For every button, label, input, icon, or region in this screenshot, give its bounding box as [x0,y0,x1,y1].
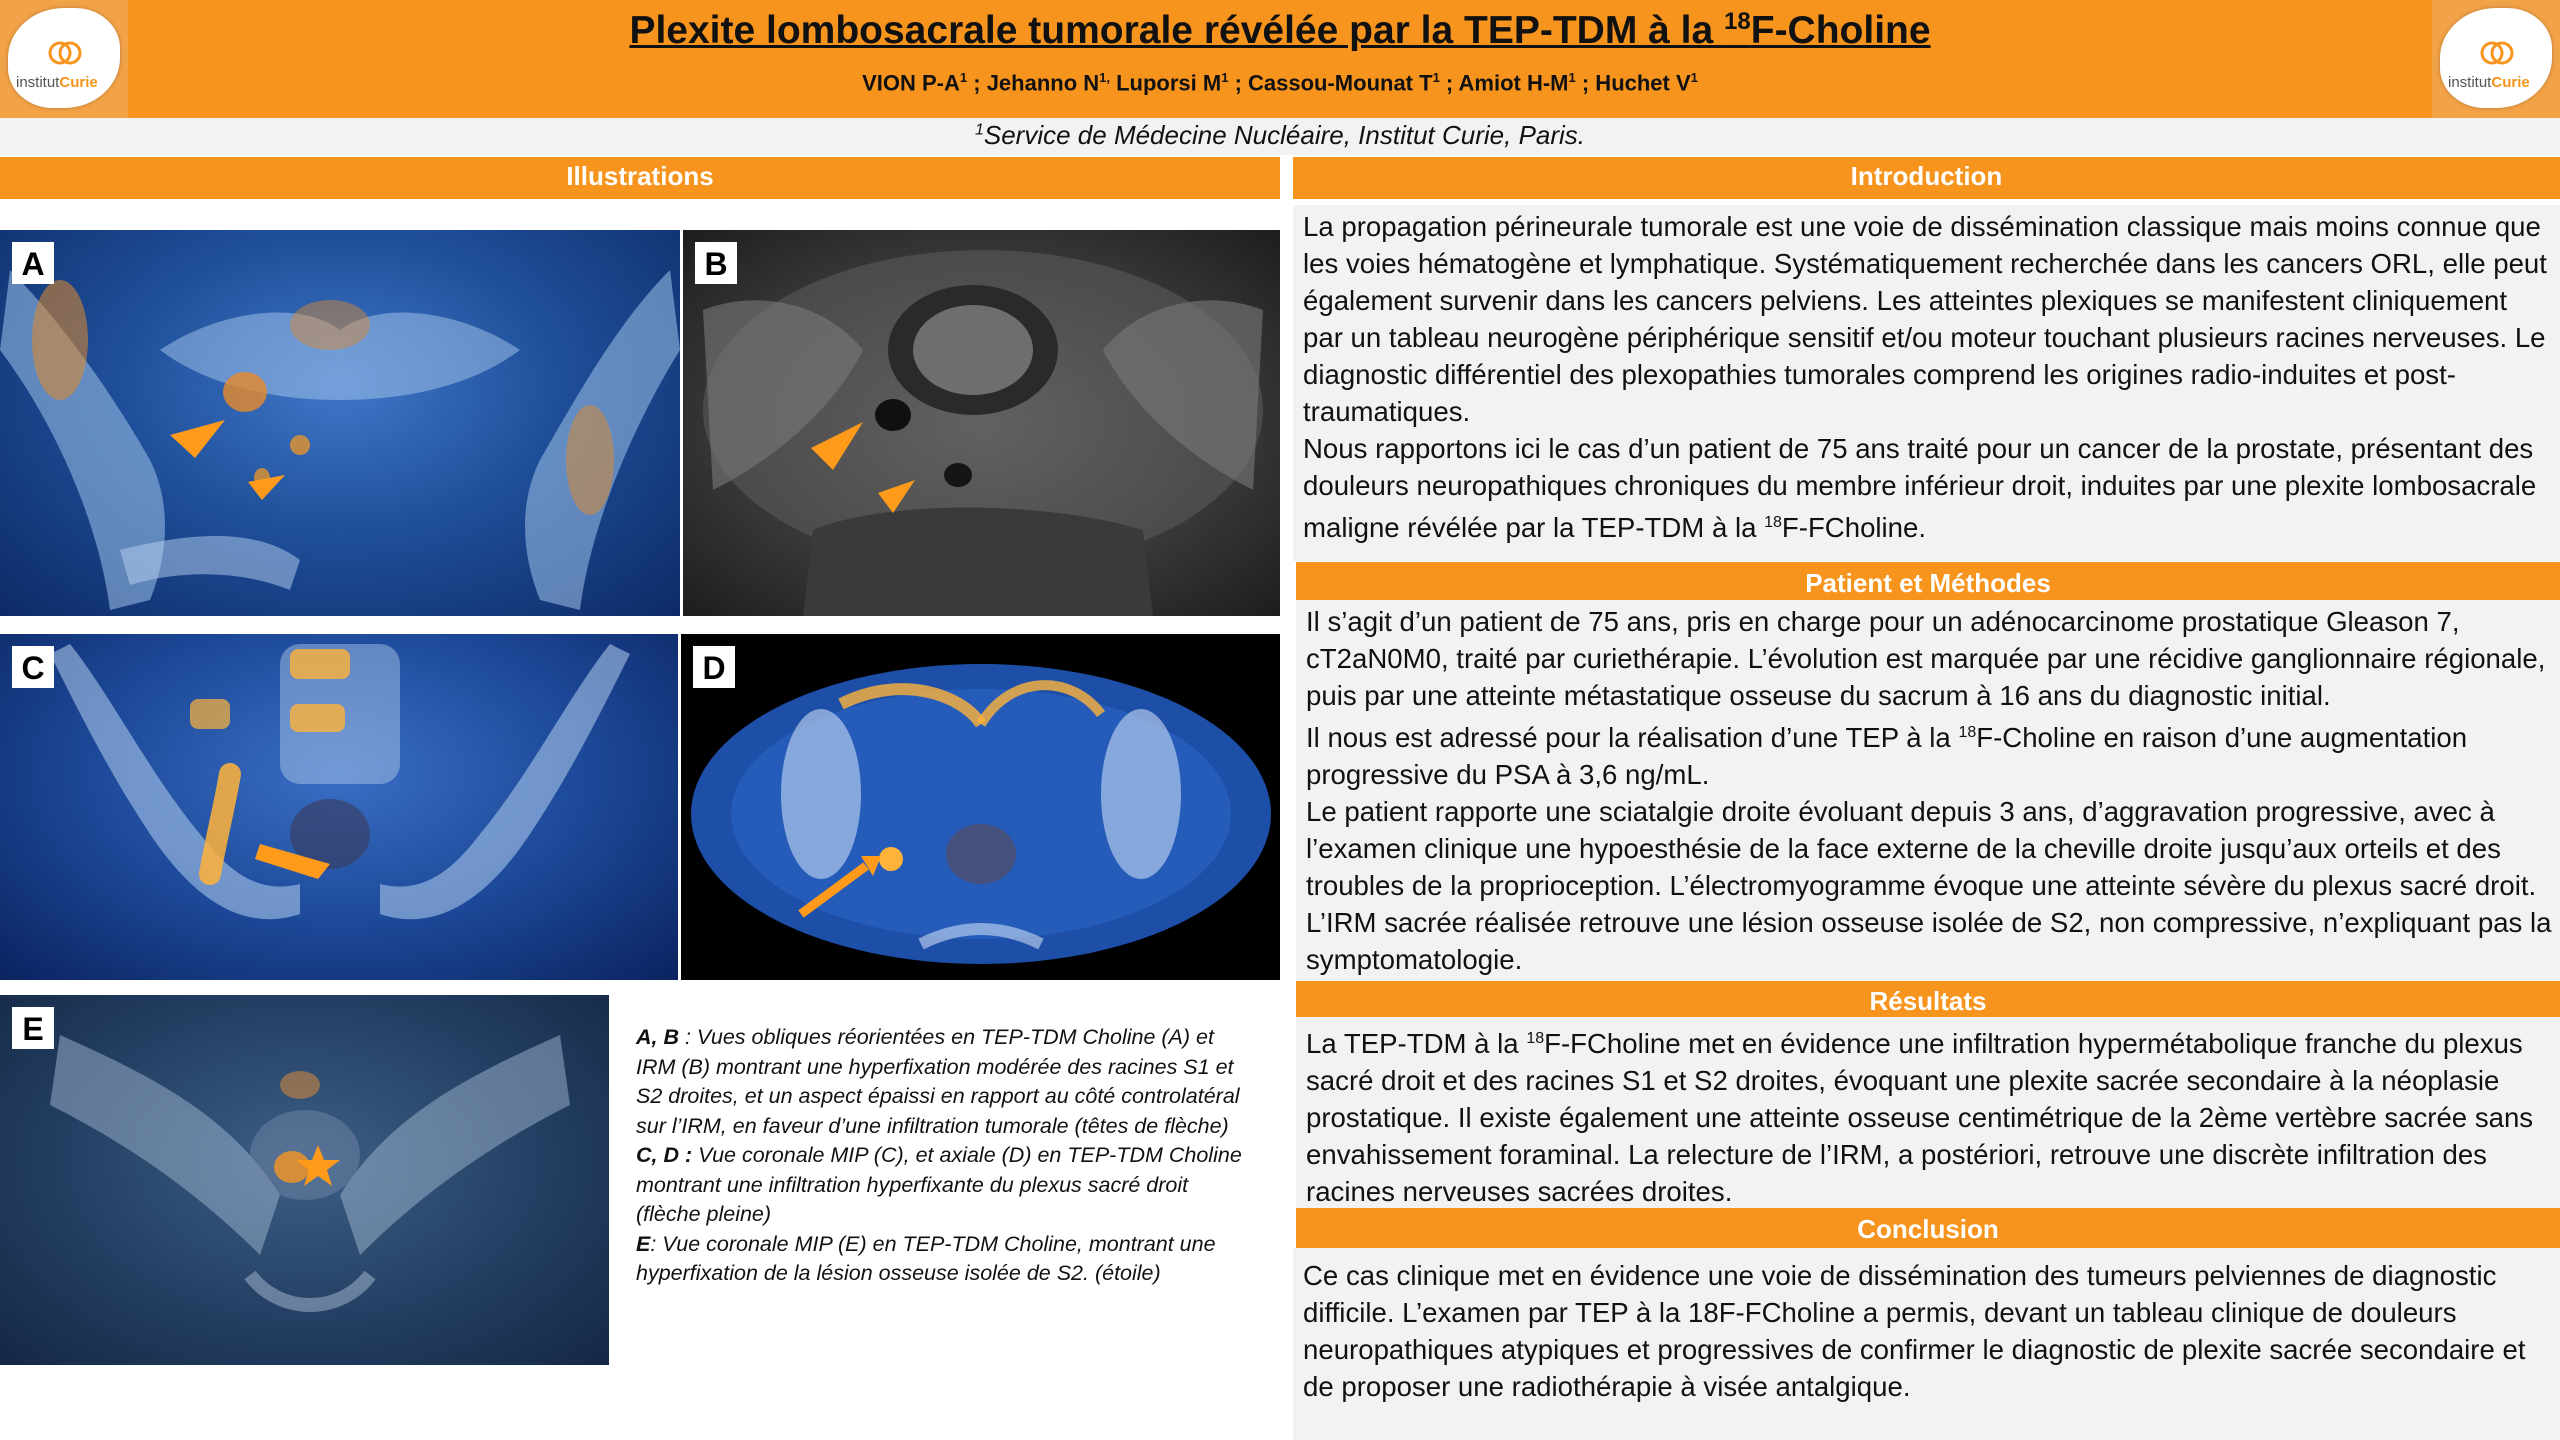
arrowhead-marker [248,475,285,500]
logo-left [0,0,128,118]
logo-left-text: institutCurie [16,74,98,91]
logo-left-badge [8,8,120,108]
section-header-illustrations: Illustrations [0,157,1280,199]
intro-paragraph: La propagation périneurale tumorale est une voie de dissémination classique mais moins connue que les voies hématogène et lymphatique. Systématiquement recherchée dans les cancers ORL, elle peut également survenir dans les cancers pelviens. Les atteintes plexiques se manifestent cliniquement par un tableau neurogène périphérique sensitif et/ou moteur touchant plusieurs racines nerveuses. Le diagnostic différentiel des plexopathies tumorales comprend les origines radio-induites et post-traumatiques. [1303,211,2547,427]
panel-label-c: C [12,646,54,688]
logo-right [2432,0,2560,118]
introduction-text [1293,205,2560,561]
author-list: VION $P-A^1$ ; Jehanno $N^{1,}$ Luporsi $M^1$ ; Cassou-Mounat $T^1$ ; Amiot $H-M^1$ ; Huchet $V^1$ [862,70,1698,96]
arrowhead-marker [170,420,225,458]
panel-label-e: E [12,1007,54,1049]
figure-panel-d [681,634,1280,980]
figure-panel-b [683,230,1280,616]
section-header-resultats: Résultats [1296,981,2560,1017]
author: ; Amiot H-M [1439,70,1569,96]
panel-label-a: A [12,242,54,284]
figure-panel-e [0,995,609,1365]
conc-paragraph: Ce cas clinique met en évidence une voie de dissémination des tumeurs pelviennes de diagnostic difficile. L’examen par TEP à la 18F-FCholine a permis, devant un tableau clinique de douleurs neuropathiques atypiques et progressives de confirmer le diagnostic de plexite sacrée secondaire et de proposer une radiothérapie à visée antalgique. [1303,1260,2526,1402]
curie-rings-icon [48,38,82,68]
caption-e: E: Vue coronale MIP (E) en TEP-TDM Choline, montrant une hyperfixation de la lésion osseuse isolée de S2. (étoile) [636,1231,1216,1285]
patient-methodes-text [1296,600,2560,981]
resultats-text [1296,1017,2560,1208]
author: ; Cassou-Mounat T [1228,70,1433,96]
author: ; Jehanno N [967,70,1100,96]
section-header-introduction: Introduction [1293,157,2560,199]
figure-caption [636,1023,1256,1289]
section-header-patient-methodes: Patient et Méthodes [1296,562,2560,600]
pet-ct-axial-image [681,634,1280,980]
caption-cd: C, D : Vue coronale MIP (C), et axiale (D) en TEP-TDM Choline montrant une infiltration hyperfixante du plexus sacré droit (flèche pleine) [636,1143,1242,1226]
section-header-conclusion: Conclusion [1296,1208,2560,1248]
logo-right-text: institutCurie [2448,74,2530,91]
caption-ab: A, B : Vues obliques réorientées en TEP-TDM Choline (A) et IRM (B) montrant une hyperfixation modérée des racines S1 et S2 droites, et un aspect épaissi en rapport au côté controlatéral sur l’IRM, en faveur d’une infiltration tumorale (têtes de flèche) [636,1025,1240,1138]
pet-ct-pelvis-image [0,230,680,616]
author: ; Huchet V [1575,70,1691,96]
poster-title: Plexite lombosacrale tumorale révélée par la TEP-TDM à la $^{18}$F-Choline [629,8,1931,52]
intro-paragraph: Nous rapportons ici le cas d’un patient de 75 ans traité pour un cancer de la prostate, présentant des douleurs neuropathiques chroniques du membre inférieur droit, induites par une plexite lombosacrale maligne révélée par la TEP-TDM à la $^{18}$F-FCholine. [1303,433,2537,544]
figure-panel-c [0,634,678,980]
pet-ct-coronal-mip-e-image [0,995,609,1365]
pet-ct-coronal-mip-image [0,634,678,980]
conclusion-text [1293,1248,2560,1440]
res-paragraph: La TEP-TDM à la $^{18}$F-FCholine met en évidence une infiltration hypermétabolique franche du plexus sacré droit et des racines S1 et S2 droites, évoquant une plexite sacrée secondaire à la néoplasie prostatique. Il existe également une atteinte osseuse centimétrique de la 2ème vertèbre sacrée sans envahissement foraminal. La relecture de l’IRM, a postériori, retrouve une discrète infiltration des racines nerveuses sacrées droites. [1306,1028,2534,1208]
panel-label-d: D [693,646,735,688]
pm-paragraph: Il s’agit d’un patient de 75 ans, pris en charge pour un adénocarcinome prostatique Gleason 7, cT2aN0M0, traité par curiethérapie. L’évolution est marquée par une récidive ganglionnaire régionale, puis par une atteinte métastatique osseuse du sacrum à 16 ans du diagnostic initial. [1306,606,2546,711]
mri-pelvis-image [683,230,1280,616]
logo-right-badge [2440,8,2552,108]
curie-rings-icon [2480,38,2514,68]
author: Luporsi M [1110,70,1222,96]
figure-panel-a [0,230,680,616]
author: VION P-A [862,70,960,96]
pm-paragraph: Il nous est adressé pour la réalisation d’une TEP à la $^{18}$F-Choline en raison d’une augmentation progressive du PSA à 3,6 ng/mL. [1306,722,2468,791]
pm-paragraph: Le patient rapporte une sciatalgie droite évoluant depuis 3 ans, d’aggravation progressive, avec à l’examen clinique une hypoesthésie de la face externe de la cheville droite jusqu’aux orteils et des troubles de la proprioception. L’électromyogramme évoque une atteinte sévère du plexus sacré droit. L’IRM sacrée réalisée retrouve une lésion osseuse isolée de S2, non compressive, n’expliquant pas la symptomatologie. [1306,796,2552,976]
affiliation: $^1$Service de Médecine Nucléaire, Institut Curie, Paris. [974,120,1586,150]
panel-label-b: B [695,242,737,284]
